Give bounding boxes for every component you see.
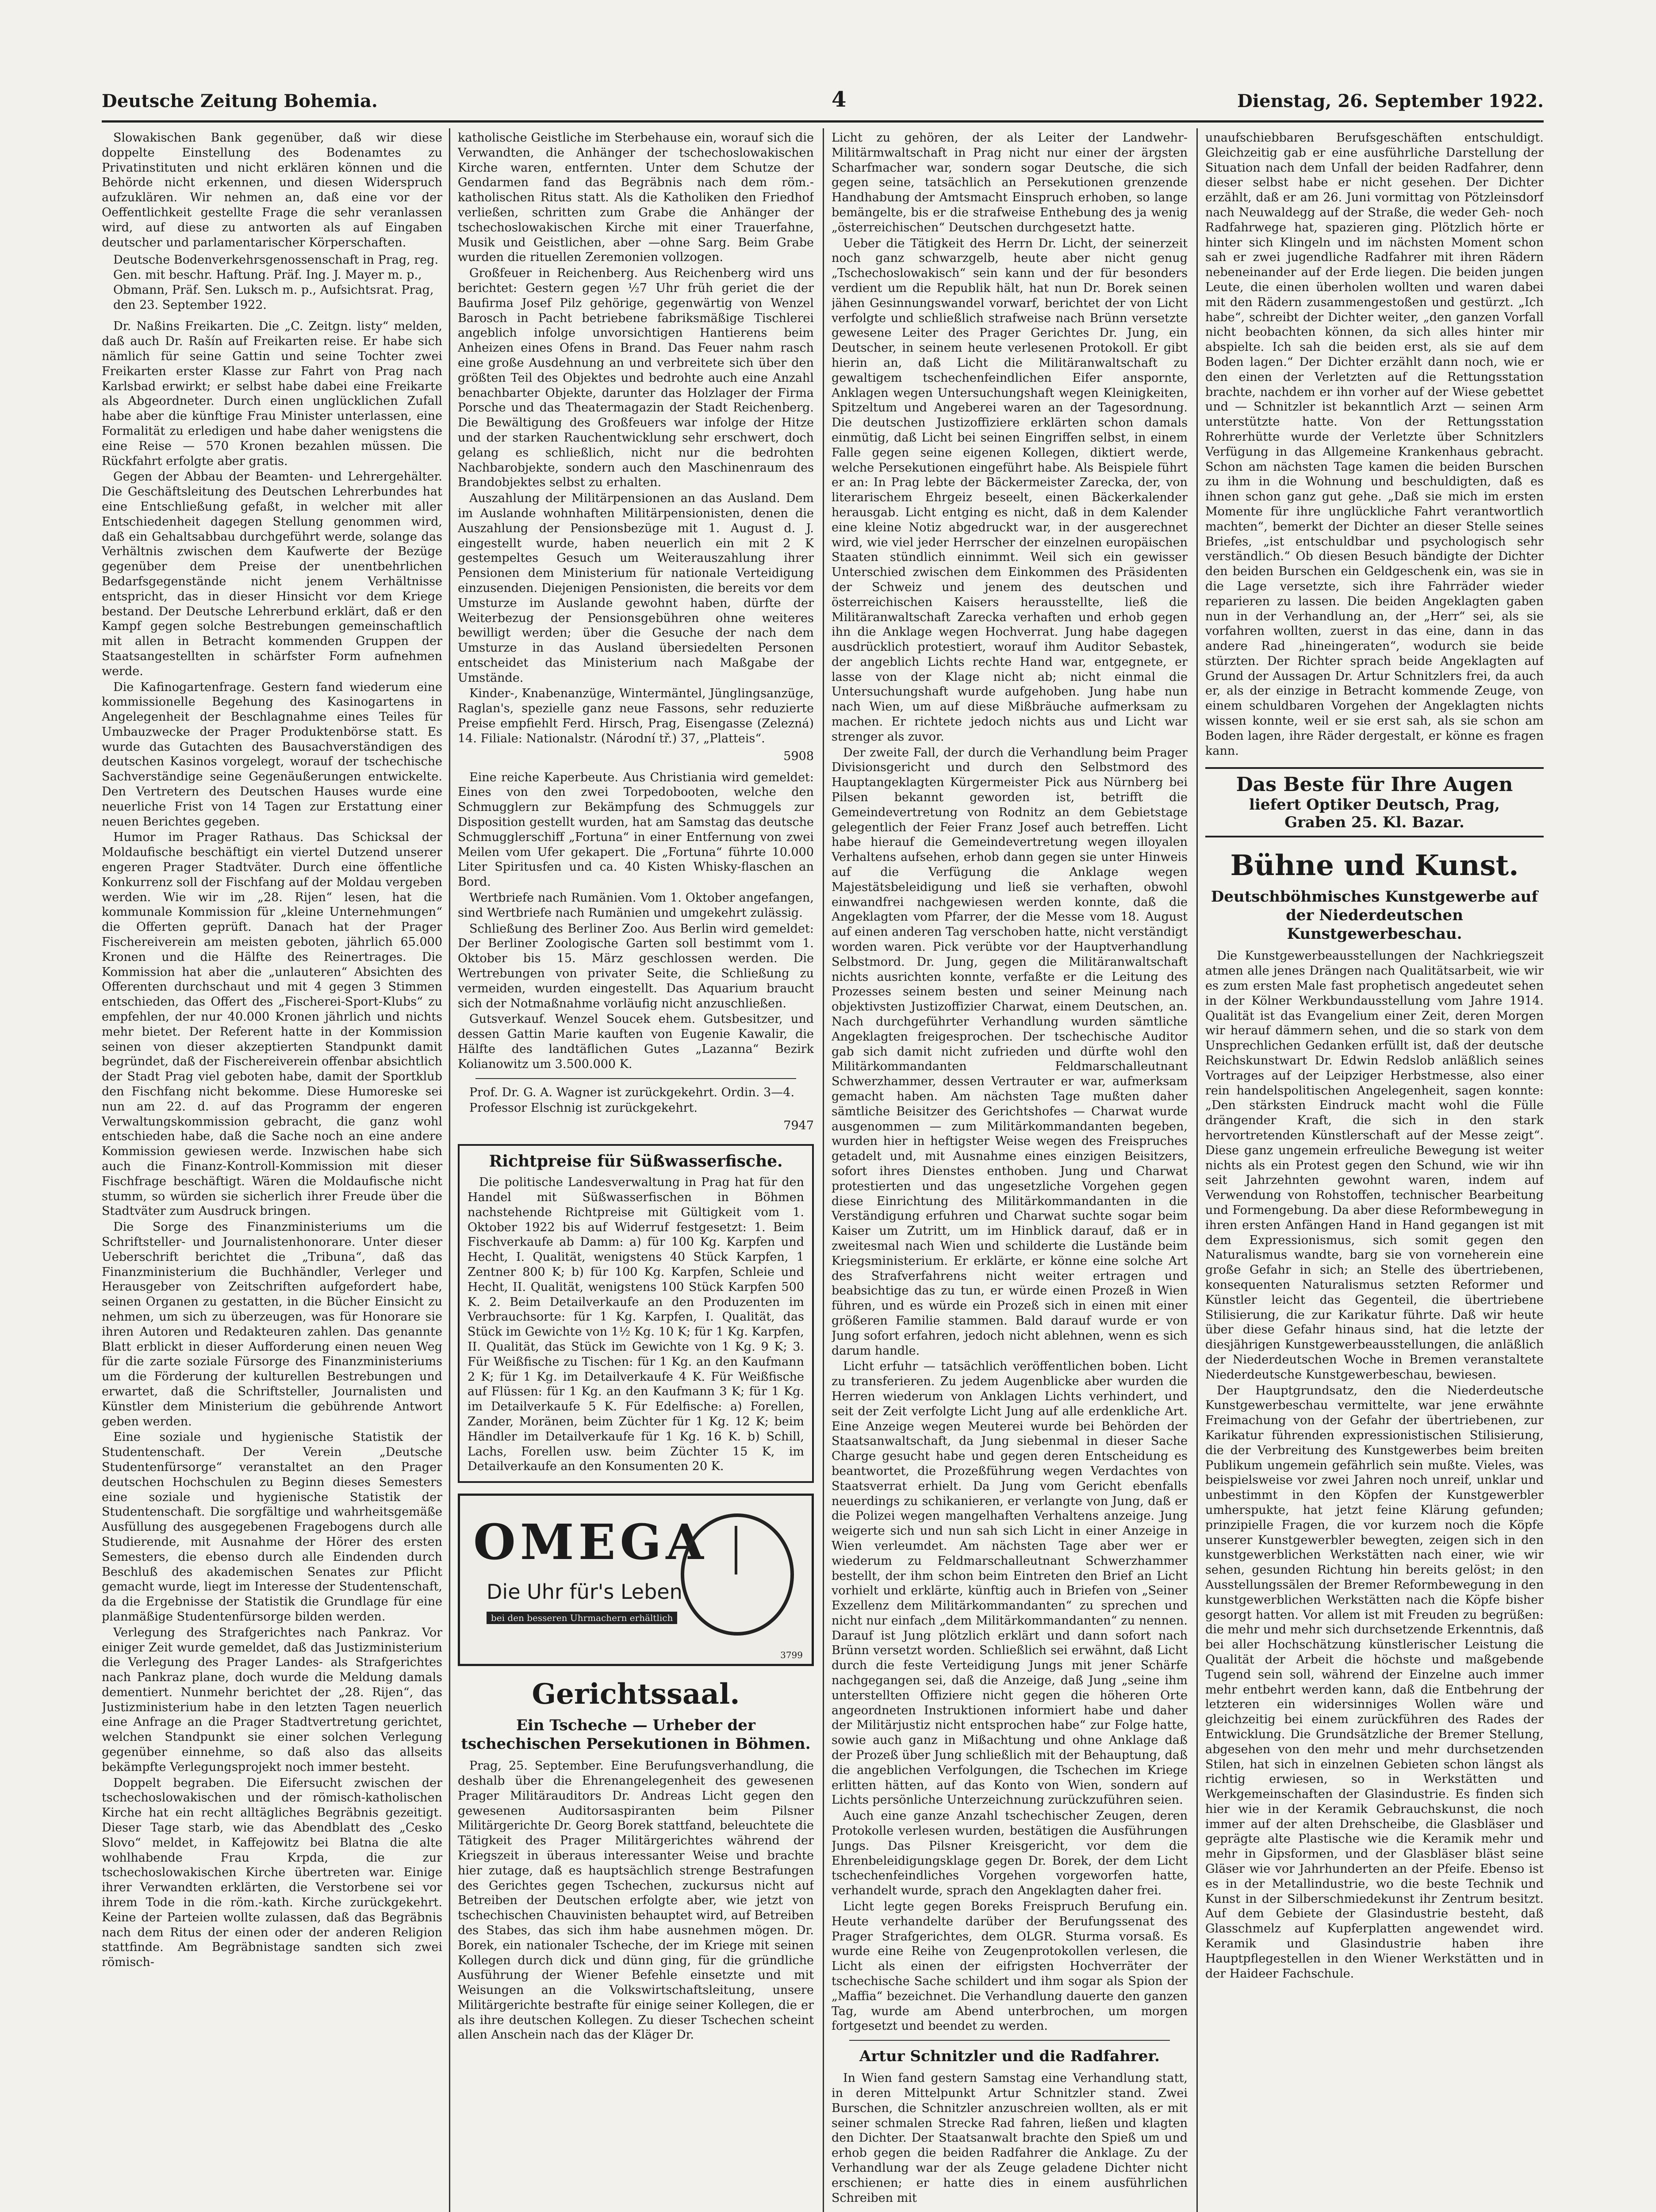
- news-item: katholische Geistliche im Sterbehause ein, worauf sich die Verwandten, die Anhänger der tschechoslowakischen Kirche waren, entfernten. Unter dem Schutze der Gendarmen fand das Begräbnis nach dem röm.-katholischen Ritus statt. Als die Katholiken den Friedhof verließen, schritten zum Grabe die Anhänger der tschechoslowakischen Kirche mit einer Trauerfahne, Musik und Geistlichen, aber —ohne Sarg. Beim Grabe wurden die rituellen Zeremonien vollzogen.: [458, 131, 814, 265]
- separator: [849, 2040, 1170, 2041]
- header-rule: [102, 120, 1544, 123]
- ad-line: Graben 25. Kl. Bazar.: [1284, 814, 1464, 832]
- omega-advertisement: [458, 1494, 814, 1666]
- news-item: Eine reiche Kaperbeute. Aus Christiania wird gemeldet: Eines von den zwei Torpedobooten, welche den Schmugglern zur Bekämpfung des Schmuggels zur Disposition gestellt wurden, hat am Samstag das deutsche Schmugglerschiff „Fortuna“ in einer Entfernung von zwei Meilen vom Ufer gekapert. Die „Fortuna“ führte 10.000 Liter Spiritusfen und ca. 40 Kisten Whisky-flaschen an Bord.: [458, 770, 814, 889]
- article-paragraph: Slowakischen Bank gegenüber, daß wir diese doppelte Einstellung des Bodenamtes zu Privatinstituten und nicht erklären können und die Behörde nicht erkennen, und diesen Widerspruch aufzuklären. Wir nehmen an, daß eine vor der Oeffentlichkeit gestellte Frage die sehr veranlassen wird, auf diese zu antworten als auf Eingaben deutscher und parlamentarischer Körperschaften.: [102, 131, 442, 250]
- article-headline: Artur Schnitzler und die Radfahrer.: [859, 2047, 1160, 2066]
- fish-price-box: [458, 1144, 814, 1483]
- notice: Professor Elschnig ist zurückgekehrt.: [469, 1101, 698, 1115]
- issue-date: Dienstag, 26. September 1922.: [1237, 91, 1544, 111]
- news-item: Gutsverkauf. Wenzel Soucek ehem. Gutsbesitzer, und dessen Gattin Marie kauften von Eugenie Kawalir, die Hälfte des landtäflichen Gutes „Lazanna“ Bezirk Kolianowitz um 3.500.000 K.: [458, 1012, 814, 1071]
- ad-line: liefert Optiker Deutsch, Prag,: [1249, 796, 1500, 814]
- box-text: Die politische Landesverwaltung in Prag hat für den Handel mit Süßwasserfischen in Böhmen nachstehende Richtpreise mit Gültigkeit vom 1. Oktober 1922 bis auf Widerruf festgesetzt: 1. Beim Fischverkaufe ab Damm: a) für 100 Kg. Karpfen und Hecht, I. Qualität, wenigstens 40 Stück Karpfen, 1 Zentner 800 K; b) für 100 Kg. Karpfen, Schleie und Hecht, II. Qualität, wenigstens 100 Stück Karpfen 500 K. 2. Beim Detailverkaufe an den Produzenten im Verbrauchsorte: für 1 Kg. Karpfen, I. Qualität, das Stück im Gewichte von 1½ Kg. 10 K; für 1 Kg. Karpfen, II. Qualität, das Stück im Gewichte von 1 Kg. 9 K; 3. Für Weißfische zu Tischen: für 1 Kg. an den Kaufmann 2 K; für 1 Kg. im Detailverkaufe 4 K. Für Weißfische auf Flüssen: für 1 Kg. an den Kaufmann 3 K; für 1 Kg. im Detailverkaufe 5 K. Für Edelfische: a) Forellen, Zander, Moränen, beim Züchter für 1 Kg. 12 K; beim Händler im Detailverkaufe für 1 Kg. 16 K. b) Schill, Lachs, Forellen usw. beim Züchter 15 K, im Detailverkaufe an den Konsumenten 20 K.: [468, 1175, 804, 1474]
- article-headline: Ein Tscheche — Urheber der tschechischen Persekutionen in Böhmen.: [461, 1717, 811, 1753]
- news-item: Gegen der Abbau der Beamten- und Lehrergehälter. Die Geschäftsleitung des Deutschen Lehrerbundes hat eine Entschließung gefaßt, in welcher mit aller Entschiedenheit dagegen Stellung genommen wird, daß ein Gehaltsabbau durchgeführt werde, solange das Verhältnis zwischen dem Kaufwerte der Bezüge gegenüber dem Preise der unentbehrlichen Bedarfsgegenstände nicht jenem Verhältnisse entspricht, das in dieser Hinsicht vor dem Kriege bestand. Der Deutsche Lehrerbund erklärt, daß er den Kampf gegen solche Bestrebungen gemeinschaftlich mit allen in Betracht kommenden Gruppen der Staatsangestellten in schärfster Form aufnehmen werde.: [102, 470, 442, 678]
- masthead: Deutsche Zeitung Bohemia.: [102, 91, 378, 111]
- advertisement-text: Kinder-, Knabenanzüge, Wintermäntel, Jünglingsanzüge, Raglan's, spezielle ganz neue Fassons, sehr reduzierte Preise empfiehlt Ferd. Hirsch, Prag, Eisengasse (Zelezná) 14. Filiale: Nationalstr. (Národní tř.) 37, „Platteis“.: [458, 687, 814, 745]
- news-item: Die Sorge des Finanzministeriums um die Schriftsteller- und Journalistenhonorare. Unter dieser Ueberschrift berichtet die „Tribuna“, daß das Finanzministerium die Buchhändler, Verleger und Herausgeber von Zeitschriften aufgefordert habe, seinen Organen zu gestatten, in die Bücher Einsicht zu nehmen, um sich zu überzeugen, was für Honorare sie ihren Autoren und Redakteuren zahlen. Das genannte Blatt erblickt in dieser Aufforderung einen neuen Weg für die zarte soziale Fürsorge des Finanzministeriums um die Förderung der kulturellen Bestrebungen und erwartet, daß die Schriftsteller, Journalisten und Künstler dem Ministerium die gebührende Antwort geben werden.: [102, 1220, 442, 1429]
- box-title: Richtpreise für Süßwasserfische.: [489, 1152, 783, 1171]
- ad-title: Das Beste für Ihre Augen: [1236, 773, 1513, 796]
- article-paragraph: Prag, 25. September. Eine Berufungsverhandlung, die deshalb über die Ehrenangelegenheit des gewesenen Prager Militärauditors Dr. Andreas Licht gegen den gewesenen Auditorsaspiranten beim Pilsner Militärgerichte Dr. Georg Borek stattfand, beleuchtete die Tätigkeit des Prager Militärgerichtes während der Kriegszeit in überaus interessanter Weise und brachte hier zutage, daß es hauptsächlich strenge Bestrafungen des Gerichtes gegen Tschechen, zuckursus nicht auf Betreiben der Deutschen erfolgte aber, wie jetzt von tschechischen Chauvinisten behauptet wird, auf Betreiben des Stabes, das sich ihm habe ausnehmen mögen. Dr. Borek, ein nationaler Tscheche, der im Kriege mit seinen Kollegen durch dick und dünn ging, für die gründliche Ausführung der Wiener Befehle einsetzte und mit Weisungen an die Volkswirtschaftsleitung, unsere Militärgerichte bestrafte für einige seiner Kollegen, die er als ihre deutschen Kollegen. Zu dieser Tschechen scheint allen Anschein nach das der Kläger Dr.: [458, 1759, 814, 2042]
- pocket-watch-icon: [681, 1513, 794, 1636]
- article-paragraph: Die Kunstgewerbeausstellungen der Nachkriegszeit atmen alle jenes Drängen nach Qualitätsarbeit, wie wir es zum ersten Male fast prophetisch angedeutet sehen in der Kölner Werkbundausstellung vom Jahre 1914. Qualität ist das Evangelium einer Zeit, deren Morgen wir herauf dämmern sehen, und die so stark von dem Unsprechlichen Gedanken erfüllt ist, daß der deutsche Reichskunstwart Dr. Edwin Redslob anläßlich seines Vortrages auf der Leipziger Herbstmesse, also einer rein handelspolitischen Angelegenheit, sagen konnte: „Den stärksten Eindruck macht wohl die Fülle drängender Kraft, die sich in den stark hervortretenden Künstlerschaft auf der Messe zeigt“. Diese ganz ungemein erfreuliche Bewegung ist weiter nichts als ein Protest gegen den Schund, wie wir ihn seit Jahrzehnten gewohnt waren, indem auf Verwendung von Rohstoffen, technischer Bearbeitung und Formengebung. Da aber diese Reformbewegung in ihren ersten Anfängen Hand in Hand gegangen ist mit dem Expressionismus, sich somit gegen den Naturalismus wandte, barg sie von vorneherein eine große Gefahr in sich; an Stelle des übertriebenen, konsequenten Naturalismus setzten Reformer und Künstler leicht das Gegenteil, die übertriebene Stilisierung, die zur Karikatur führte. Daß wir heute über diese Gefahr hinaus sind, hat die letzte der diesjährigen Kunstgewerbeausstellungen, die anläßlich der Niederdeutschen Woche in Bremen veranstaltete Niederdeutsche Kunstgewerbeschau, bewiesen.: [1205, 949, 1544, 1382]
- ad-number: 5908: [783, 749, 814, 763]
- column-3: [832, 131, 1188, 2212]
- article-paragraph: Licht erfuhr — tatsächlich veröffentlichen boben. Licht zu transferieren. Zu jedem Augenblicke aber wurden die Herren wiederum von Anklagen Lichts verhindert, und seit der Zeit verfolgte Licht Jung auf alle erdenkliche Art. Eine Anzeige wegen Meuterei wurde bei Behörden der Staatsanwaltschaft, da Jung siebenmal in dieser Sache Charge gesucht habe und gegen deren Entscheidung es beantwortet, die Prozeßführung wegen Verdachtes von Staatsverrat erhielt. Da Jung vom Gericht ebenfalls neuerdings zu schikanieren, er verlangte von Jung, daß er die Polizei wegen mangelhaften Verhaltens anzeige. Jung weigerte sich und nun sah sich Licht in einer Anzeige in Wien verleumdet. Am nächsten Tage aber wer er wiederum zu Feldmarschalleutnant Schwerzhammer bestellt, der ihm schon beim Eintreten den Brief an Licht vorhielt und erklärte, künftig auch in Briefen von „Seiner Exzellenz dem Militärkommandanten“ zu sprechen und nicht nur einfach „dem Militärkommandanten“ zu nennen. Darauf ist Jung plötzlich erklärt und dann sofort nach Brünn versetzt worden. Schließlich sei erwähnt, daß Licht durch die feste Verteidigung Jungs mit jener Schärfe nachgegangen sei, daß die Anzeige, daß Jung „seine ihm unterstellten Offiziere nicht gegen die höheren Orte angeordneten Instruktionen informiert habe und daher der Militärjustiz nicht entsprochen habe“ zur Folge hatte, sowie auch ganz in Mißachtung und ohne Anklage daß der Prozeß über Jung schließlich mit der Behauptung, daß die angeblichen Verfolgungen, die Tschechen im Kriege erlitten hätten, auf das Konto von Wien, sondern auf Lichts persönliche Unterzeichnung zurückzuführen seien.: [832, 1359, 1188, 1807]
- news-item: Verlegung des Strafgerichtes nach Pankraz. Vor einiger Zeit wurde gemeldet, daß das Justizministerium die Verlegung des Prager Landes- als Strafgerichtes nach Pankraz plane, doch wurde die Meldung damals dementiert. Nunmehr berichtet der „28. Rijen“, das Justizministerium habe in den letzten Tagen neuerlich eine Anfrage an die Prager Stadtvertretung gerichtet, welchen Standpunkt sie einer solchen Verlegung gegenüber einnehme, so daß also das allseits bekämpfte Verlegungsprojekt noch immer besteht.: [102, 1625, 442, 1774]
- column-divider: [449, 128, 450, 2212]
- article-paragraph: Der zweite Fall, der durch die Verhandlung beim Prager Divisionsgericht und durch den Selbstmord des Hauptangeklagten Kürgermeister Pick aus Nürnberg bei Pilsen bekannt geworden ist, betrifft die Gemeindevertretung von Rodnitz an dem Gebietstage gelegentlich der Feier Franz Josef auch betreffen. Licht habe hierauf die Gemeindevertretung wegen illoyalen Verhaltens aufsehen, erhob dann gegen sie unter Hinweis auf die Verfügung die Anklage wegen Majestätsbeleidigung und ließ sie verhaften, obwohl einwandfrei nachgewiesen werden konnte, daß die Angeklagten vom Pfarrer, der die Messe vom 18. August auf einen anderen Tag verschoben hatte, nicht verständigt worden waren. Pick verübte vor der Hauptverhandlung Selbstmord. Dr. Jung, gegen die Militäranwaltschaft nichts ausrichten konnte, verfaßte er die Leitung des Prozesses seinem besten und seiner Meinung nach objektivsten Justizoffizier Charwat, einem Deutschen, an. Nach durchgeführter Verhandlung wurden sämtliche Angeklagten freigesprochen. Der tschechische Auditor gab sich damit nicht zufrieden und dürfte wohl den Militärkommandanten Feldmarschalleutnant Schwerzhammer, dessen Vertrauter er war, aufmerksam gemacht haben. Am nächsten Tage mußten daher sämtliche Beisitzer des Gerichtshofes — Charwat wurde ausgenommen — zum Militärkommandanten begeben, wurden hier in heftigster Weise wegen des Freispruches getadelt und, mit Ausnahme eines einzigen Beisitzers, sofort ihres Dienstes enthoben. Jung und Charwat protestierten und das ungesetzliche Vorgehen gegen diese Einrichtung des Militärkommandanten in die Verständigung erfuhren und Charwat suchte sogar beim Kaiser um Zutritt, um im Hinblick darauf, daß er in zweitesmal nach Wien und schilderte die Lustände beim Kriegsministerium. Er erklärte, er könne eine solche Art des Strafverfahrens nicht weiter ertragen und beabsichtige das zu tun, er würde einen Prozeß in Wien führen, und es würde ein Prozeß sich in einen mit einer größeren Familie stammen. Bald darauf wurde er von Jung sofort erfahren, jedoch nicht ablehnen, wenn es sich darum handle.: [832, 745, 1188, 1358]
- column-1: [102, 131, 442, 2212]
- article-paragraph: unaufschiebbaren Berufsgeschäften entschuldigt. Gleichzeitig gab er eine ausführliche Darstellung der Situation nach dem Unfall der beiden Radfahrer, denn dieser selbst habe er nicht gesehen. Der Dichter erzählt, daß er am 26. Juni vormittag von Pötzleinsdorf nach Neuwaldegg auf der Straße, die weder Geh- noch Radfahrwege hat, spazieren ging. Plötzlich hörte er hinter sich Klingeln und im nächsten Moment schon sah er zwei jugendliche Radfahrer mit ihren Rädern nebeneinander auf der Erde liegen. Die beiden jungen Leute, die einen überholen wollten und waren dabei mit den Rädern zusammengestoßen und gestürzt. „Ich habe“, schreibt der Dichter weiter, „den ganzen Vorfall nicht beobachten können, da sich alles hinter mir abspielte. Ich sah die beiden erst, als sie auf dem Boden lagen.“ Der Dichter erzählt dann noch, wie er den einen der Verletzten auf die Rettungsstation brachte, nachdem er ihn vorher auf der Wiese gebettet und — Schnitzler ist bekanntlich Arzt — seinen Arm unterstützte hatte. Von der Rettungsstation Rohrerhütte wurde der Verletzte über Schnitzlers Verfügung in das Allgemeine Krankenhaus gebracht. Schon am nächsten Tage kamen die beiden Burschen zu ihm in die Wohnung und beschuldigten, daß es ihnen schon ganz gut gehe. „Daß sie mich im ersten Momente für ihre unglückliche Fahrt verantwortlich machten“, bemerkt der Dichter an dieser Stelle seines Briefes, „ist entschuldbar und psychologisch sehr verständlich.“ Ob diesen Besuch bändigte der Dichter den beiden Burschen ein Geldgeschenk ein, was sie in die Lage versetzte, sich ihre Fahrräder wieder reparieren zu lassen. Die beiden Angeklagten gaben nun in der Verhandlung an, der „Herr“ sei, als sie vorfahren wollten, zuerst in das eine, dann in das andere Rad „hineingeraten“, wodurch sie beide stürzten. Der Richter sprach beide Angeklagten auf Grund der Aussagen Dr. Artur Schnitzlers frei, da auch er, als der einzige in Betracht kommende Zeuge, von einem schuldbaren Vorgehen der Angeklagten nichts wissen konnte, weil er sie erst sah, als sie schon am Boden lagen, ihre Räder dergestalt, er könne es fragen kann.: [1205, 131, 1544, 758]
- omega-retailer-note: bei den besseren Uhrmachern erhältlich: [487, 1612, 677, 1624]
- signature-block: Deutsche Bodenverkehrsgenossenschaft in Prag, reg. Gen. mit beschr. Haftung. Präf. Ing. J. Mayer m. p., Obmann, Präf. Sen. Luksch m. p., Aufsichtsrat. Prag, den 23. September 1922.: [113, 253, 439, 312]
- section-heading-arts: Bühne und Kunst.: [1230, 849, 1519, 883]
- news-item: Auszahlung der Militärpensionen an das Ausland. Dem im Auslande wohnhaften Militärpensionisten, denen die Auszahlung der Pensionsbezüge mit 1. August d. J. eingestellt wurde, haben neuerlich ein mit 2 K gestempeltes Gesuch um Weiterauszahlung ihrer Pensionen dem Ministerium für nationale Verteidigung einzusenden. Diejenigen Pensionisten, die bereits vor dem Umsturze im Auslande gewohnt haben, dürfte der Weiterbezug der Pensionsgebühren ohne weiteres bewilligt werden; über die Gesuche der nach dem Umsturze in das Ausland übersiedelten Personen entscheidet das Ministerium nach Maßgabe der Umstände.: [458, 492, 814, 685]
- ad-number: 3799: [780, 1650, 803, 1661]
- news-item: Eine soziale und hygienische Statistik der Studentenschaft. Der Verein „Deutsche Studentenfürsorge“ veranstaltet an den Prager deutschen Hochschulen zu Beginn dieses Semesters eine soziale und hygienische Statistik der Studentenschaft. Die sorgfältige und wahrheitsgemäße Ausfüllung des ausgegebenen Fragebogens durch alle Studierende, mit Ausnahme der Hörer des ersten Semesters, die ebenso durch alle Eindenden durch Beschluß des akademischen Senates zur Pflicht gemacht wurde, liegt im Interesse der Studentenschaft, da die Ergebnisse der Statistik die Grundlage für eine planmäßige Studentenfürsorge bilden werden.: [102, 1430, 442, 1624]
- article-paragraph: Der Hauptgrundsatz, den die Niederdeutsche Kunstgewerbeschau vermittelte, war jene erwähnte Freimachung von der Gefahr der übertriebenen, zur Karikatur führenden expressionistischen Stilisierung, die der Verbreitung des Kunstgewerbes beim breiten Publikum ungemein gefährlich sein mußte. Vieles, was beispielsweise vor zwei Jahren noch unreif, unklar und unbestimmt in den Köpfen der Kunstgewerbler umherspukte, hat jetzt feine Klärung gefunden; prinzipielle Fragen, die vor kurzem noch die Köpfe unserer Kunstgewerbler bewegten, zeigen sich in den kunstgewerblichen Werkstätten nach einer, wie wir sehen, gesunden Richtung hin bereits gelöst; in den Ausstellungssälen der Bremer Reformbewegung in den kunstgewerblichen Werkstätten nach die Köpfe bisher gesorgt hatten. Vor allem ist mit Freuden zu begrüßen: die mehr und mehr sich durchsetzende Erkenntnis, daß bei aller Hochschätzung künstlerischer Leistung die Qualität der Arbeit die höchste und maßgebende Tugend sein soll, während der Einzelne auch immer mehr entbehrt werden kann, daß die Entbehrung der letzteren ein widersinniges Wollen wäre und gleichzeitig bei einem zurückführen des Rades der Entwicklung. Die Grundsätzliche der Bremer Stellung, abgesehen von den mehr und mehr durchsetzenden Stilen, hat sich in einzelnen Gebieten schon längst als richtig erwiesen, so in Werkstätten und Werkgemeinschaften der Glasindustrie. Es finden sich hier wie in der Keramik Gebrauchskunst, die noch immer auf der alten Drehscheibe, die Glasbläser und geprägte alte Plastische wie die Keramik mehr und mehr in Gipsformen, und der Glasbläser bläst seine Gläser wie vor Jahrhunderten an der Pfeife. Ebenso ist es in der Metallindustrie, wo die beste Technik und Kunst in der Silberschmiedekunst ihr Zentrum besitzt. Auf dem Gebiete der Glasindustrie besteht, daß Glasschmelz auf Kupferplatten angewendet wird. Keramik und Glasindustrie haben ihre Hauptpflegestellen in den Wiener Werkstätten und in der Haideer Fachschule.: [1205, 1383, 1544, 1981]
- news-item: Humor im Prager Rathaus. Das Schicksal der Moldaufische beschäftigt ein viertel Dutzend unserer engeren Prager Stadtväter. Durch eine öffentliche Konkurrenz soll der Fischfang auf der Moldau vergeben werden. Wie wir im „28. Rijen“ lesen, hat die kommunale Kommission für „kleine Unternehmungen“ die Offerten geprüft. Danach hat der Prager Fischereiverein am meisten geboten, jährlich 65.000 Kronen und die Hälfte des Reinertrages. Die Kommission hat aber die „unlauteren“ Absichten des Offerenten durchschaut und mit 4 gegen 3 Stimmen entschieden, das Offert des „Fischerei-Sport-Klubs“ zu empfehlen, der nur 40.000 Kronen jährlich und nichts mehr bietet. Der Referent hatte in der Kommission seinen von dieser akzeptierten Standpunkt damit begründet, daß der Fischereiverein offenbar absichtlich der Stadt Prag viel geboten habe, damit der Sportklub den Fischfang nicht bekomme. Diese Humoreske sei nun am 22. d. auf das Programm der engeren Verwaltungskommission gebracht, die ganz wohl entschieden habe, daß die Sache noch an eine andere Kommission gewiesen werde. Inzwischen habe sich auch die Finanz-Kontroll-Kommission mit dieser Fischfrage beschäftigt. Wären die Moldaufische nicht stumm, so würden sie sicherlich ihrer Freude über die Stadtväter zum Ausdruck bringen.: [102, 830, 442, 1218]
- optician-advertisement: [1205, 767, 1544, 837]
- column-divider: [1196, 128, 1198, 2212]
- news-item: Großfeuer in Reichenberg. Aus Reichenberg wird uns berichtet: Gestern gegen ½7 Uhr früh geriet die der Baufirma Josef Pilz gehörige, gegenwärtig von Wenzel Barosch in Pacht betriebene fabriksmäßige Tischlerei angeblich infolge unvorsichtigen Hantierens beim Anheizen eines Ofens in Brand. Das Feuer nahm rasch eine große Ausdehnung an und verbreitete sich über den größten Teil des Objektes und bedrohte auch eine Anzahl benachbarter Objekte, darunter das Holzlager der Firma Porsche und das Theatermagazin der Stadt Reichenberg. Die Bewältigung des Großfeuers war infolge der Hitze und der starken Rauchentwicklung sehr erschwert, doch gelang es schließlich, nicht nur die bedrohten Nachbarobjekte, sondern auch den Maschinenraum des Brandobjektes selbst zu erhalten.: [458, 266, 814, 490]
- article-paragraph: Licht zu gehören, der als Leiter der Landwehr-Militärmwaltschaft in Prag nicht nur einer der ärgsten Scharfmacher war, sondern sogar Deutsche, die sich gegen seine, tatsächlich an Persekutionen grenzende Handhabung der Amtsmacht Einspruch erhoben, so lange bemängelte, bis er die strafweise Enthebung des ja wenig „österreichischen“ Deutschen durchgesetzt hatte.: [832, 131, 1188, 234]
- ad-number: 7947: [783, 1119, 814, 1133]
- omega-logo: OMEGA: [473, 1513, 708, 1571]
- column-2: [458, 131, 814, 2212]
- news-item: Die Kafinogartenfrage. Gestern fand wiederum eine kommissionelle Begehung des Kasinogartens in Angelegenheit der Beschlagnahme eines Teiles für Umbauzwecke der Prager Produktenbörse statt. Es wurde das Gutachten des Bausachverständigen des deutschen Kasinos vorgelegt, worauf der tschechische Sachverständige seine Gegenäußerungen entwickelte. Den Vertretern des Deutschen Hauses wurde eine neuerliche Frist von 14 Tagen zur Erstattung einer neuen Berichtes gegeben.: [102, 680, 442, 829]
- page-header: [102, 87, 1544, 117]
- article-paragraph: In Wien fand gestern Samstag eine Verhandlung statt, in deren Mittelpunkt Artur Schnitzler stand. Zwei Burschen, die Schnitzler anzuschreien wollten, als er mit seiner schmalen Strecke Rad fahren, ließen und klagten den Dichter. Der Staatsanwalt brachte den Spieß um und erhob gegen die beiden Radfahrer die Anklage. Zu der Verhandlung war der als Zeuge geladene Dichter nicht erschienen; er hatte dies in einem ausführlichen Schreiben mit: [832, 2071, 1188, 2205]
- omega-slogan: Die Uhr für's Leben: [487, 1580, 682, 1604]
- separator: [475, 1078, 796, 1079]
- news-item: Dr. Naßins Freikarten. Die „C. Zeitgn. listy“ melden, daß auch Dr. Rašín auf Freikarten reise. Er habe sich nämlich für seine Gattin und seine Tochter zwei Freikarten erster Klasse zur Fahrt von Prag nach Karlsbad erwirkt; er selbst habe dabei eine Freikarte als Abgeordneter. Durch einen unglücklichen Zufall habe aber die künftige Frau Minister unterlassen, eine Formalität zu erledigen und habe daher wenigstens die eine Reise — 570 Kronen bezahlen müssen. Die Rückfahrt erfolgte aber gratis.: [102, 319, 442, 468]
- section-heading-court: Gerichtssaal.: [532, 1678, 740, 1711]
- column-divider: [823, 128, 824, 2212]
- notice: Prof. Dr. G. A. Wagner ist zurückgekehrt. Ordin. 3—4.: [469, 1085, 795, 1099]
- news-item: Schließung des Berliner Zoo. Aus Berlin wird gemeldet: Der Berliner Zoologische Garten soll bestimmt vom 1. Oktober bis 15. März geschlossen werden. Die Wertrebungen von privater Seite, die Schließung zu vermeiden, wurden eingestellt. Das Aquarium braucht sich der Notmaßnahme vorläufig nicht anzuschließen.: [458, 922, 814, 1010]
- page-number: 4: [832, 87, 847, 112]
- article-paragraph: Auch eine ganze Anzahl tschechischer Zeugen, deren Protokolle verlesen wurden, bestätigen die Ausführungen Jungs. Das Pilsner Kreisgericht, vor dem die Ehrenbeleidigungsklage gegen Dr. Borek, der dem Licht tschechenfeindliches Vorgehen vorgeworfen hatte, verhandelt wurde, sprach den Angeklagten daher frei.: [832, 1809, 1188, 1898]
- article-headline: Deutschböhmisches Kunstgewerbe auf der Niederdeutschen Kunstgewerbeschau.: [1211, 888, 1538, 943]
- article-paragraph: Ueber die Tätigkeit des Herrn Dr. Licht, der seinerzeit noch ganz schwarzgelb, heute aber nicht genug „Tschechoslowakisch“ sein kann und der für besonders verdient um die Republik hält, hat nun Dr. Borek seinen jähen Gesinnungswandel vorwarf, berichtet der von Licht verfolgte und schließlich strafweise nach Brünn versetzte gewesene Leiter des Prager Gerichtes Dr. Jung, ein Deutscher, in seinem heute verlesenen Protokoll. Er gibt hierin an, daß Licht die Militäranwaltschaft zu gewaltigem tschechenfeindlichen Eifer anspornte, Anklagen wegen Untersuchungshaft wegen Kleinigkeiten, Spitzeltum und Angeberei waren an der Tagesordnung. Die deutschen Justizoffiziere erklärten schon damals einmütig, daß Licht bei seinen Eingriffen selbst, in einem Falle gegen seine eigenen Kollegen, diktiert werde, welche Persekutionen eingeführt habe. Als Beispiele führt er an: In Prag lebte der Bäckermeister Zarecka, der, von literarischem Ehrgeiz beseelt, einen Bäckerkalender herausgab. Licht entging es nicht, daß in dem Kalender eine kleine Notiz abgedruckt war, in der ausgerechnet wird, wie viel jeder Herrscher der einzelnen europäischen Staaten stündlich einnimmt. Weil sich ein gewisser Unterschied zwischen dem Einkommen des Präsidenten der Schweiz und jenem des deutschen und österreichischen Kaisers herausstellte, ließ die Militäranwaltschaft Zarecka verhaften und erhob gegen ihn die Anklage wegen Hochverrat. Jung habe dagegen ausdrücklich protestiert, worauf ihm Auditor Sebastek, der angeblich Lichts rechte Hand war, entgegnete, er lasse von der Klage nicht ab; nicht einmal die Untersuchungshaft wurde aufgehoben. Jung habe nun nach Wien, um auf diese Mißbräuche aufmerksam zu machen. Er richtete jedoch nichts aus und Licht war strenger als zuvor.: [832, 236, 1188, 744]
- column-4: [1205, 131, 1544, 2212]
- news-item: Wertbriefe nach Rumänien. Vom 1. Oktober angefangen, sind Wertbriefe nach Rumänien und umgekehrt zulässig.: [458, 891, 814, 920]
- news-item: Doppelt begraben. Die Eifersucht zwischen der tschechoslowakischen und der römisch-katholischen Kirche hat ein recht alltägliches Begräbnis gezeitigt. Dieser Tage starb, wie das Abendblatt des „Cesko Slovo“ meldet, in Kaffejowitz bei Blatna die alte wohlhabende Frau Krpda, die zur tschechoslowakischen Kirche übertreten war. Einige ihrer Verwandten erklärten, die Verstorbene sei vor ihrem Tode in die röm.-kath. Kirche zurückgekehrt. Keine der Parteien wollte zulassen, daß das Begräbnis nach dem Ritus der einen oder der anderen Religion stattfinde. Am Begräbnistage sandten sich zwei römisch-: [102, 1776, 442, 1970]
- article-paragraph: Licht legte gegen Boreks Freispruch Berufung ein. Heute verhandelte darüber der Berufungssenat des Prager Strafgerichtes, dem OLGR. Sturma vorsaß. Es wurde eine Reihe von Zeugenprotokollen verlesen, die Licht als einen der eifrigsten Hochverräter der tschechische Sache schildert und ihm sogar als Spion der „Maffia“ bezeichnet. Die Verhandlung dauerte den ganzen Tag, wurde am Abend unterbrochen, um morgen fortgesetzt und beendet zu werden.: [832, 1900, 1188, 2033]
